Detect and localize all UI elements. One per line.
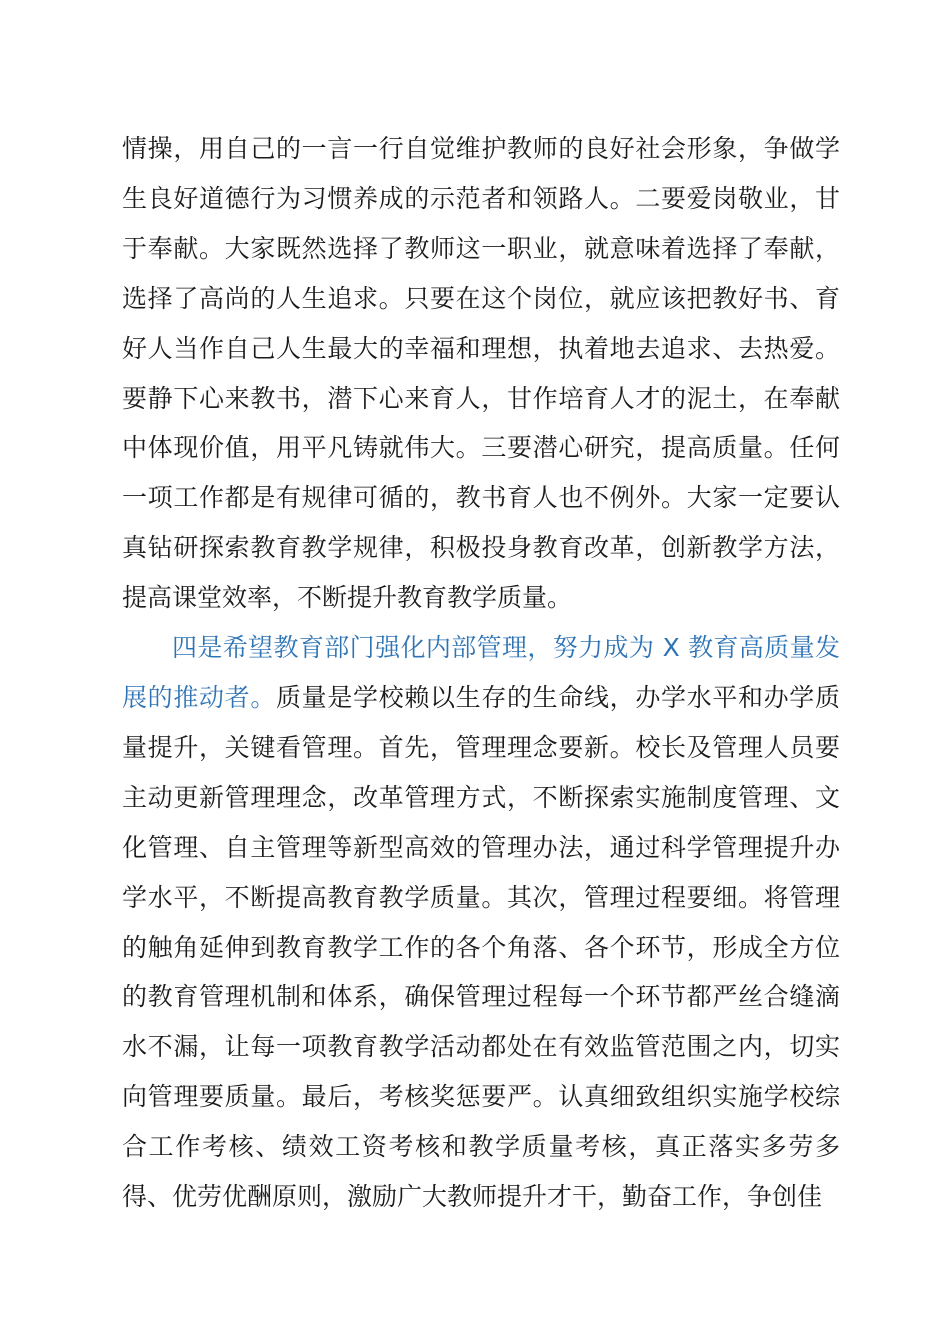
paragraph-2-heading: 四是希望教育部门强化内部管理，努力成为 X 教育高质量发展的推动者。 [122,633,840,712]
paragraph-1-text: 情操，用自己的一言一行自觉维护教师的良好社会形象，争做学生良好道德行为习惯养成的示范者和领路人。二要爱岗敬业，甘于奉献。大家既然选择了教师这一职业，就意味着选择了奉献，选择了高尚的人生追求。只要在这个岗位，就应该把教好书、育好人当作自己人生最大的幸福和理想，执着地去追求、去热爱。要静下心来教书，潜下心来育人，甘作培育人才的泥土，在奉献中体现价值，用平凡铸就伟大。三要潜心研究，提高质量。任何一项工作都是有规律可循的，教书育人也不例外。大家一定要认真钻研探索教育教学规律，积极投身教育改革，创新教学方法，提高课堂效率，不断提升教育教学质量。 [122,134,840,613]
paragraph-1 [122,124,840,623]
paragraph-2-body: 质量是学校赖以生存的生命线，办学水平和办学质量提升，关键看管理。首先，管理理念要新。校长及管理人员要主动更新管理理念，改革管理方式，不断探索实施制度管理、文化管理、自主管理等新型高效的管理办法，通过科学管理提升办学水平，不断提高教育教学质量。其次，管理过程要细。将管理的触角延伸到教育教学工作的各个角落、各个环节，形成全方位的教育管理机制和体系，确保管理过程每一个环节都严丝合缝滴水不漏，让每一项教育教学活动都处在有效监管范围之内，切实向管理要质量。最后，考核奖惩要严。认真细致组织实施学校综合工作考核、绩效工资考核和教学质量考核，真正落实多劳多得、优劳优酬原则，激励广大教师提升才干，勤奋工作，争创佳 [122,682,840,1212]
document-body [122,124,840,1222]
paragraph-2 [122,623,840,1222]
